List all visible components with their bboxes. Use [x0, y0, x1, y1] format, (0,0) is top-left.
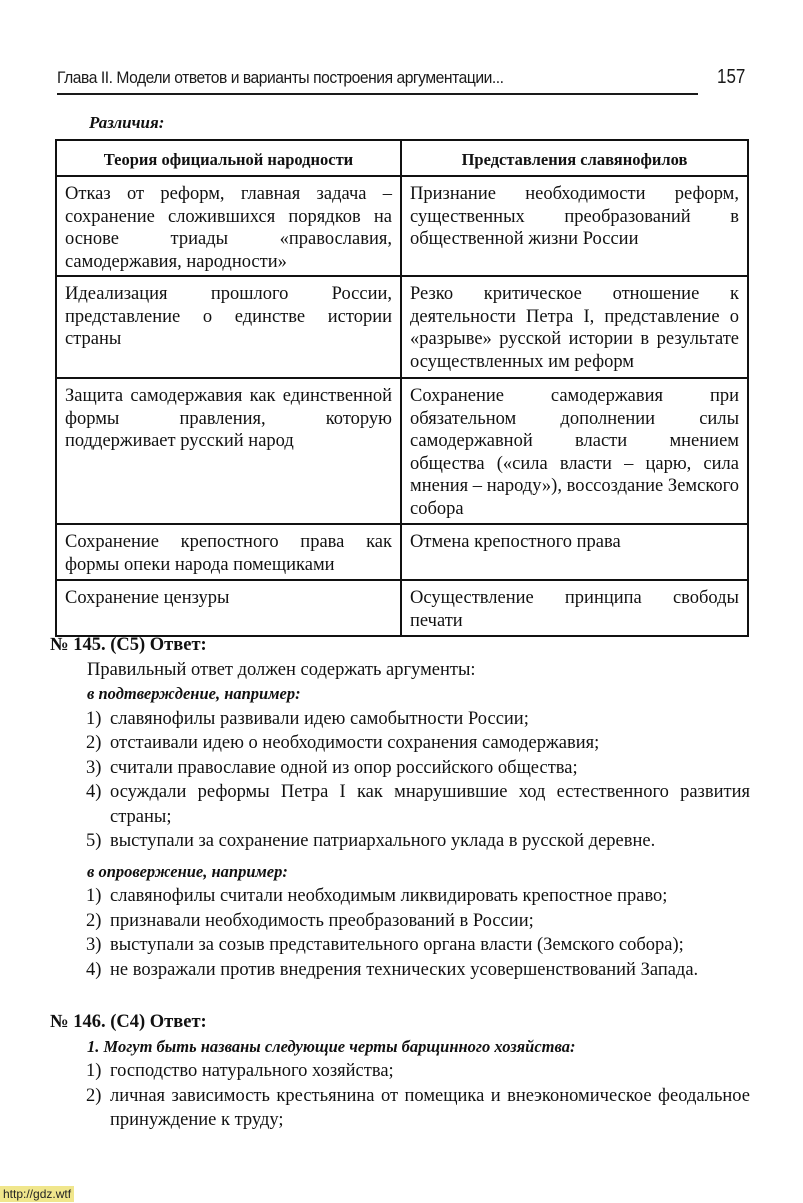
chapter-title: Глава II. Модели ответов и варианты построения аргументации... — [57, 68, 504, 87]
table-cell: Резко критическое отношение к деятельности Петра I, представление о «разрыве» русской истории в результате осуществленных им реформ — [401, 276, 748, 378]
item-text: выступали за созыв представительного органа власти (Земского собора); — [110, 935, 684, 955]
item-number: 4) — [86, 959, 102, 980]
page-number: 157 — [716, 66, 745, 88]
table-row — [56, 378, 748, 524]
table-cell: Отмена крепостного права — [401, 524, 748, 580]
item-number: 3) — [86, 757, 102, 778]
refute-label: в опровержение, например: — [87, 861, 288, 881]
item-text: славянофилы развивали идею самобытности России; — [110, 708, 529, 729]
list-item — [86, 909, 750, 934]
list-item — [86, 933, 750, 958]
list-item — [86, 1084, 750, 1133]
list-item — [86, 756, 750, 781]
item-text: выступали за сохранение патриархального уклада в русской деревне. — [110, 831, 656, 851]
column-header: Теория официальной народности — [56, 140, 401, 176]
item-number: 1) — [86, 708, 102, 729]
comparison-table — [55, 139, 749, 637]
item-number: 1) — [86, 886, 102, 906]
item-text: осуждали реформы Петра I как мнарушившие ход естественного развития страны; — [110, 782, 750, 827]
section-label-differences: Различия: — [89, 113, 165, 132]
list-item — [86, 707, 750, 732]
confirm-list — [50, 707, 750, 854]
table-cell: Отказ от реформ, главная задача – сохранение сложившихся порядков на основе триады «православия, самодержавия, народности» — [56, 176, 401, 276]
table-row — [56, 176, 748, 276]
answer-145 — [50, 633, 750, 982]
running-head — [57, 64, 747, 96]
item-number: 5) — [86, 831, 102, 851]
list-item — [86, 731, 750, 756]
table-cell: Осуществление принципа свободы печати — [401, 580, 748, 636]
item-number: 2) — [86, 1085, 102, 1106]
header-rule — [57, 93, 698, 95]
table-cell: Защита самодержавия как единственной формы правления, которую поддерживает русский народ — [56, 378, 401, 524]
table-cell: Идеализация прошлого России, представление о единстве истории страны — [56, 276, 401, 378]
item-number: 3) — [86, 935, 102, 955]
column-header: Представления славянофилов — [401, 140, 748, 176]
refute-list — [50, 884, 750, 982]
table-row — [56, 580, 748, 636]
table-cell: Сохранение крепостного права как формы опеки народа помещиками — [56, 524, 401, 580]
answer-146 — [50, 1010, 750, 1133]
features-list — [50, 1059, 750, 1133]
item-number: 4) — [86, 782, 102, 802]
item-text: не возражали против внедрения технических усовершенствований Запада. — [110, 959, 699, 980]
item-text: отстаивали идею о необходимости сохранения самодержавия; — [110, 733, 600, 753]
table-cell: Сохранение цензуры — [56, 580, 401, 636]
item-number: 2) — [86, 733, 102, 753]
answer-intro: Правильный ответ должен содержать аргументы: — [87, 659, 476, 680]
watermark-link[interactable]: http://gdz.wtf — [0, 1186, 74, 1202]
item-text: господство натурального хозяйства; — [110, 1061, 394, 1081]
list-item — [86, 958, 750, 983]
confirm-label: в подтверждение, например: — [87, 684, 301, 703]
item-text: личная зависимость крестьянина от помещика и внеэкономическое феодальное принуждение к труду; — [110, 1085, 750, 1130]
table-cell: Признание необходимости реформ, существенных преобразований в общественной жизни России — [401, 176, 748, 276]
answer-heading: № 145. (С5) Ответ: — [50, 635, 207, 655]
table-cell: Сохранение самодержавия при обязательном дополнении силы самодержавной власти мнением общества («сила власти – царю, сила мнения – народу»), воссоздание Земского собора — [401, 378, 748, 524]
item-number: 1) — [86, 1061, 102, 1081]
table-header-row — [56, 140, 748, 176]
table-row — [56, 276, 748, 378]
answer-subheading: 1. Могут быть названы следующие черты барщинного хозяйства: — [87, 1036, 576, 1056]
item-text: считали православие одной из опор российского общества; — [110, 757, 578, 778]
table-row — [56, 524, 748, 580]
list-item — [86, 1059, 750, 1084]
item-number: 2) — [86, 910, 102, 931]
list-item — [86, 829, 750, 854]
item-text: славянофилы считали необходимым ликвидировать крепостное право; — [110, 886, 668, 906]
answer-heading: № 146. (С4) Ответ: — [50, 1012, 207, 1032]
item-text: признавали необходимость преобразований в России; — [110, 910, 534, 931]
list-item — [86, 884, 750, 909]
list-item — [86, 780, 750, 829]
